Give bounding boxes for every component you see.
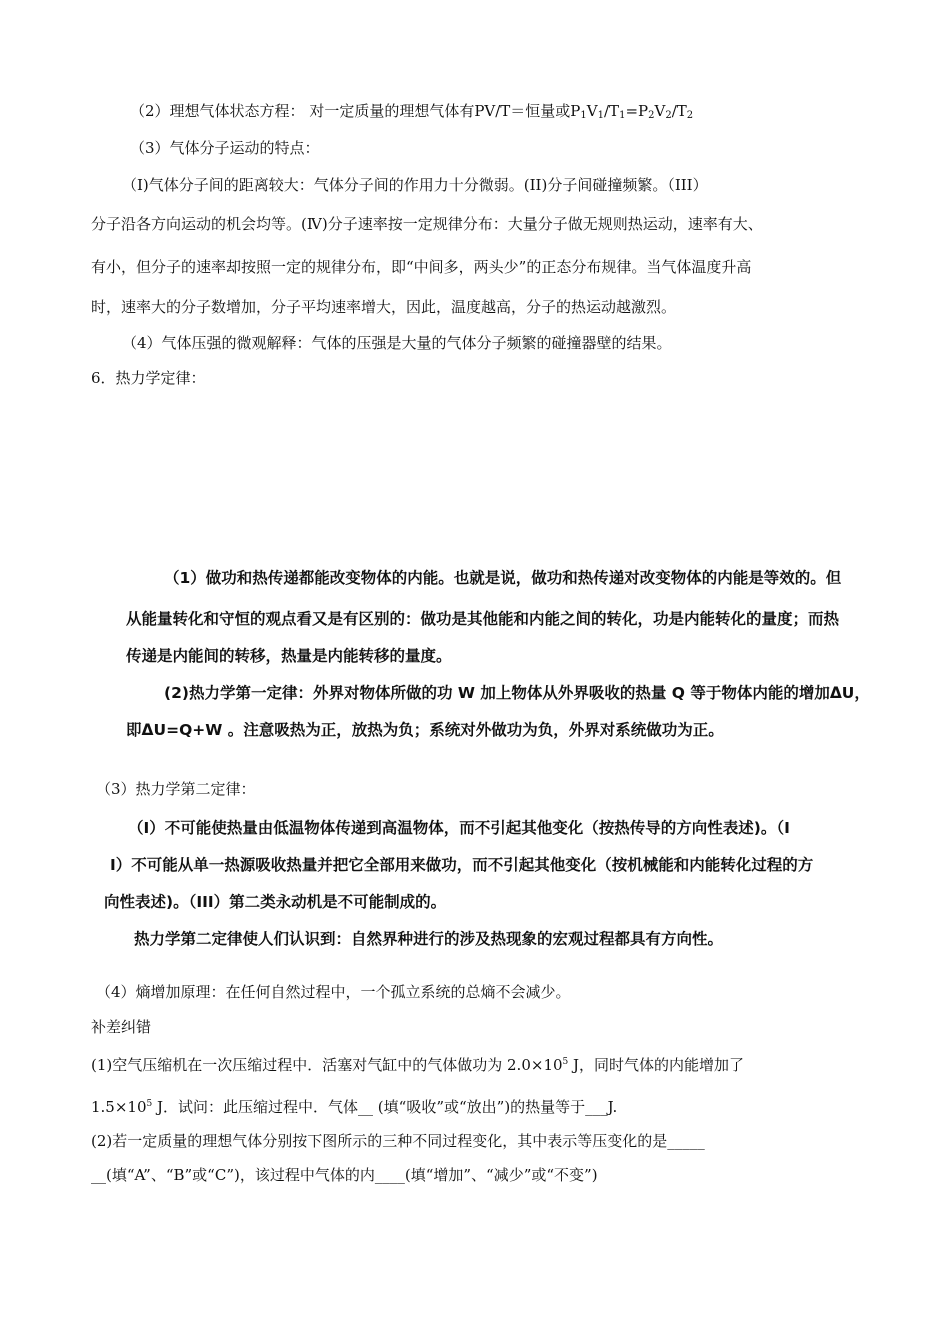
second-law-line3: 向性表述)。（ⅠⅠⅠ）第二类永动机是不可能制成的。 [104,893,447,911]
molecular-motion-text-line2: 分子沿各方向运动的机会均等。(Ⅳ)分子速率按一定规律分布：大量分子做无规则热运动，速率有大、 [91,215,763,233]
question-1-line1: (1)空气压缩机在一次压缩过程中．活塞对气缸中的气体做功为 $2.0\times 10^5$ J，同时气体的内能增加了 [91,1056,745,1074]
molecular-motion-heading: （3）气体分子运动的特点： [130,139,320,157]
second-law-line2: Ⅰ）不可能从单一热源吸收热量并把它全部用来做功，而不引起其他变化（按机械能和内能转化过程的方 [110,856,814,874]
practice-heading: 补差纠错 [91,1018,152,1036]
molecular-motion-text-line3: 有小，但分子的速率却按照一定的规律分布，即“中间多，两头少”的正态分布规律。当气体温度升高 [91,258,752,276]
work-heat-line1: （1）做功和热传递都能改变物体的内能。也就是说，做功和热传递对改变物体的内能是等效的。但 [164,569,842,587]
entropy-principle: （4）熵增加原理：在任何自然过程中，一个孤立系统的总熵不会减少。 [96,983,571,1001]
molecular-motion-text-line4: 时，速率大的分子数增加，分子平均速率增大，因此，温度越高，分子的热运动越激烈。 [91,298,677,316]
question-2-line1: (2)若一定质量的理想气体分别按下图所示的三种不同过程变化，其中表示等压变化的是_____ [91,1132,705,1150]
first-law-line2: 即ΔU=Q+W 。注意吸热为正，放热为负；系统对外做功为负，外界对系统做功为正。 [126,721,724,739]
second-law-conclusion: 热力学第二定律使人们认识到：自然界种进行的涉及热现象的宏观过程都具有方向性。 [134,930,724,948]
molecular-motion-text-line1: （Ⅰ)气体分子间的距离较大：气体分子间的作用力十分微弱。(ⅠⅠ)分子间碰撞频繁。（ⅠⅠⅠ） [122,176,708,194]
ideal-gas-equation: （2）理想气体状态方程： 对一定质量的理想气体有PV/T＝恒量或$P_1V_1/T_1=P_2V_2/T_2$ [130,102,694,121]
second-law-line1: （Ⅰ）不可能使热量由低温物体传递到高温物体，而不引起其他变化（按热传导的方向性表述)。（Ⅰ [128,819,790,837]
work-heat-line3: 传递是内能间的转移，热量是内能转移的量度。 [126,647,452,665]
gas-pressure-explanation: （4）气体压强的微观解释：气体的压强是大量的气体分子频繁的碰撞器壁的结果。 [122,334,672,352]
first-law-line1: (2)热力学第一定律：外界对物体所做的功 W 加上物体从外界吸收的热量 Q 等于物体内能的增加ΔU， [164,684,870,702]
question-1-line2: $1.5\times 10^5$ J．试问：此压缩过程中．气体__ (填“吸收”或“放出”)的热量等于___J. [91,1098,618,1116]
work-heat-line2: 从能量转化和守恒的观点看又是有区别的：做功是其他能和内能之间的转化，功是内能转化的量度；而热 [126,610,840,628]
second-law-heading: （3）热力学第二定律： [96,780,256,798]
question-2-line2: __(填“A”、“B”或“C”)，该过程中气体的内____(填“增加”、“减少”或“不变”) [91,1166,598,1184]
thermodynamics-heading: 6．热力学定律： [91,369,206,387]
